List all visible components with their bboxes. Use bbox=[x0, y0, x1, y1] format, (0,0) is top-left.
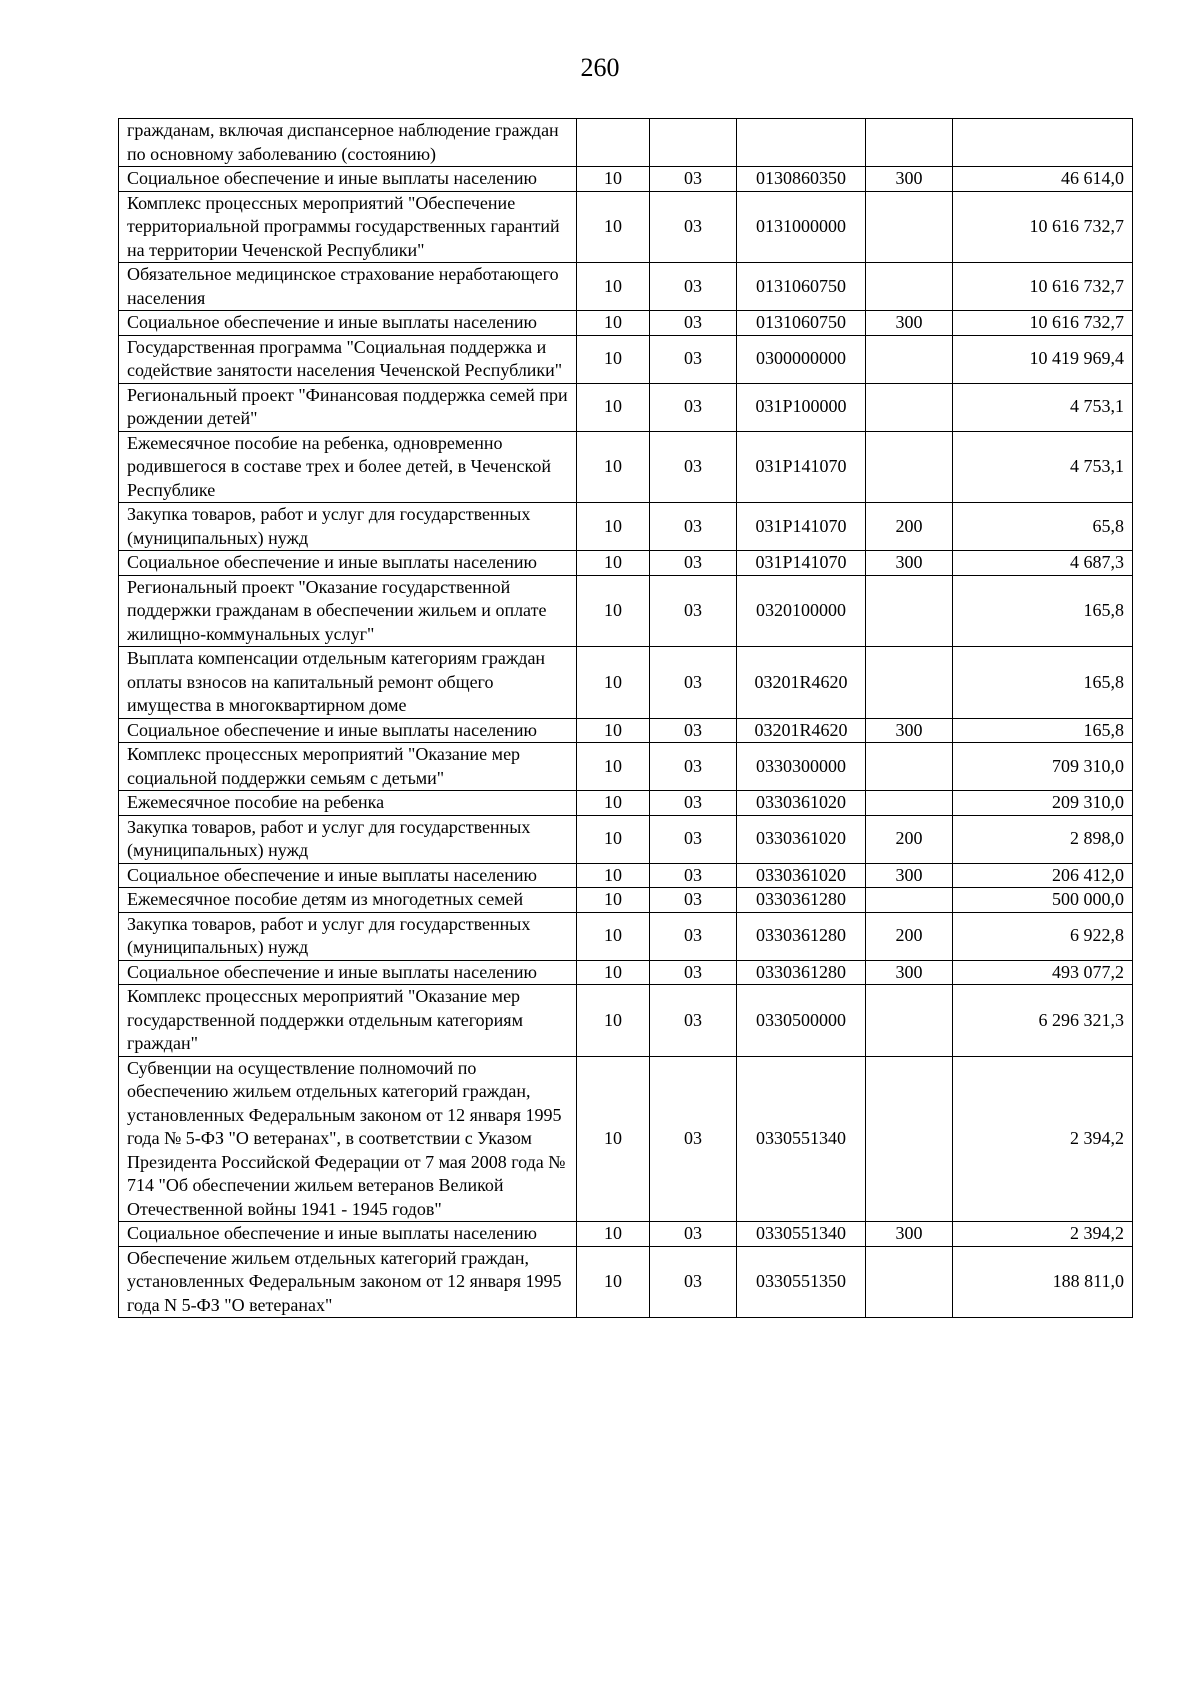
table-body bbox=[119, 119, 1133, 1318]
cell-target-article: 0131060750 bbox=[737, 311, 866, 336]
cell-target-article: 031P141070 bbox=[737, 503, 866, 551]
cell-sum: 165,8 bbox=[953, 718, 1133, 743]
cell-expense-type: 300 bbox=[866, 718, 953, 743]
cell-sum: 65,8 bbox=[953, 503, 1133, 551]
cell-expense-type bbox=[866, 743, 953, 791]
cell-target-article: 031P141070 bbox=[737, 551, 866, 576]
cell-expense-type: 200 bbox=[866, 912, 953, 960]
cell-sum: 188 811,0 bbox=[953, 1246, 1133, 1318]
cell-subsection: 03 bbox=[650, 1222, 737, 1247]
cell-expense-type: 300 bbox=[866, 311, 953, 336]
cell-sum: 2 898,0 bbox=[953, 815, 1133, 863]
cell-section: 10 bbox=[577, 1056, 650, 1222]
cell-name: Закупка товаров, работ и услуг для государственных (муниципальных) нужд bbox=[119, 912, 577, 960]
cell-name: Обязательное медицинское страхование неработающего населения bbox=[119, 263, 577, 311]
cell-expense-type bbox=[866, 575, 953, 647]
cell-subsection: 03 bbox=[650, 791, 737, 816]
cell-sum: 709 310,0 bbox=[953, 743, 1133, 791]
cell-expense-type bbox=[866, 1246, 953, 1318]
table-row bbox=[119, 791, 1133, 816]
cell-target-article: 0330361020 bbox=[737, 815, 866, 863]
cell-section: 10 bbox=[577, 1222, 650, 1247]
cell-target-article: 0330361020 bbox=[737, 863, 866, 888]
table-row bbox=[119, 167, 1133, 192]
table-row bbox=[119, 815, 1133, 863]
cell-expense-type bbox=[866, 191, 953, 263]
cell-section: 10 bbox=[577, 815, 650, 863]
cell-sum: 10 419 969,4 bbox=[953, 335, 1133, 383]
cell-target-article: 031P100000 bbox=[737, 383, 866, 431]
cell-expense-type bbox=[866, 263, 953, 311]
cell-subsection: 03 bbox=[650, 647, 737, 719]
cell-target-article: 0131000000 bbox=[737, 191, 866, 263]
table-row bbox=[119, 960, 1133, 985]
table-row bbox=[119, 1246, 1133, 1318]
cell-section: 10 bbox=[577, 863, 650, 888]
cell-target-article bbox=[737, 119, 866, 167]
cell-target-article: 0330551340 bbox=[737, 1222, 866, 1247]
cell-subsection: 03 bbox=[650, 815, 737, 863]
table-row bbox=[119, 383, 1133, 431]
cell-name: Комплекс процессных мероприятий "Оказание мер государственной поддержки отдельным категориям граждан" bbox=[119, 985, 577, 1057]
table-row bbox=[119, 912, 1133, 960]
cell-expense-type bbox=[866, 985, 953, 1057]
cell-subsection: 03 bbox=[650, 960, 737, 985]
cell-target-article: 0330361280 bbox=[737, 960, 866, 985]
cell-sum: 209 310,0 bbox=[953, 791, 1133, 816]
cell-name: гражданам, включая диспансерное наблюдение граждан по основному заболеванию (состоянию) bbox=[119, 119, 577, 167]
cell-sum: 2 394,2 bbox=[953, 1056, 1133, 1222]
cell-sum: 10 616 732,7 bbox=[953, 311, 1133, 336]
cell-expense-type: 300 bbox=[866, 1222, 953, 1247]
cell-expense-type bbox=[866, 791, 953, 816]
cell-name: Обеспечение жильем отдельных категорий граждан, установленных Федеральным законом от 12 января 1995 года N 5-ФЗ "О ветеранах" bbox=[119, 1246, 577, 1318]
cell-target-article: 0330361280 bbox=[737, 888, 866, 913]
cell-target-article: 031P141070 bbox=[737, 431, 866, 503]
cell-section: 10 bbox=[577, 743, 650, 791]
cell-expense-type bbox=[866, 647, 953, 719]
cell-sum: 500 000,0 bbox=[953, 888, 1133, 913]
cell-sum: 206 412,0 bbox=[953, 863, 1133, 888]
cell-target-article: 0330300000 bbox=[737, 743, 866, 791]
cell-expense-type: 200 bbox=[866, 815, 953, 863]
cell-name: Региональный проект "Финансовая поддержка семей при рождении детей" bbox=[119, 383, 577, 431]
cell-subsection: 03 bbox=[650, 718, 737, 743]
cell-name: Закупка товаров, работ и услуг для государственных (муниципальных) нужд bbox=[119, 815, 577, 863]
cell-target-article: 03201R4620 bbox=[737, 647, 866, 719]
cell-sum: 165,8 bbox=[953, 647, 1133, 719]
cell-section: 10 bbox=[577, 912, 650, 960]
cell-subsection: 03 bbox=[650, 263, 737, 311]
cell-section bbox=[577, 119, 650, 167]
cell-expense-type bbox=[866, 383, 953, 431]
cell-expense-type bbox=[866, 888, 953, 913]
cell-subsection: 03 bbox=[650, 1056, 737, 1222]
table-row bbox=[119, 431, 1133, 503]
cell-name: Комплекс процессных мероприятий "Оказание мер социальной поддержки семьям с детьми" bbox=[119, 743, 577, 791]
cell-section: 10 bbox=[577, 1246, 650, 1318]
cell-subsection: 03 bbox=[650, 743, 737, 791]
cell-subsection: 03 bbox=[650, 503, 737, 551]
cell-section: 10 bbox=[577, 503, 650, 551]
cell-target-article: 0131060750 bbox=[737, 263, 866, 311]
cell-name: Социальное обеспечение и иные выплаты населению bbox=[119, 960, 577, 985]
cell-expense-type: 300 bbox=[866, 167, 953, 192]
cell-expense-type: 300 bbox=[866, 551, 953, 576]
cell-subsection: 03 bbox=[650, 985, 737, 1057]
cell-target-article: 03201R4620 bbox=[737, 718, 866, 743]
cell-name: Региональный проект "Оказание государственной поддержки гражданам в обеспечении жильем и оплате жилищно-коммунальных услуг" bbox=[119, 575, 577, 647]
cell-name: Государственная программа "Социальная поддержка и содействие занятости населения Чеченской Республики" bbox=[119, 335, 577, 383]
cell-target-article: 0330500000 bbox=[737, 985, 866, 1057]
cell-section: 10 bbox=[577, 263, 650, 311]
cell-subsection: 03 bbox=[650, 863, 737, 888]
cell-target-article: 0320100000 bbox=[737, 575, 866, 647]
cell-section: 10 bbox=[577, 167, 650, 192]
cell-subsection: 03 bbox=[650, 167, 737, 192]
cell-subsection: 03 bbox=[650, 191, 737, 263]
cell-sum: 4 687,3 bbox=[953, 551, 1133, 576]
cell-name: Социальное обеспечение и иные выплаты населению bbox=[119, 167, 577, 192]
table-row bbox=[119, 119, 1133, 167]
cell-name: Социальное обеспечение и иные выплаты населению bbox=[119, 1222, 577, 1247]
cell-name: Ежемесячное пособие на ребенка bbox=[119, 791, 577, 816]
cell-expense-type bbox=[866, 431, 953, 503]
cell-sum: 2 394,2 bbox=[953, 1222, 1133, 1247]
table-row bbox=[119, 575, 1133, 647]
table-row bbox=[119, 335, 1133, 383]
cell-section: 10 bbox=[577, 575, 650, 647]
cell-section: 10 bbox=[577, 791, 650, 816]
budget-table bbox=[118, 118, 1133, 1318]
cell-section: 10 bbox=[577, 311, 650, 336]
cell-target-article: 0330551340 bbox=[737, 1056, 866, 1222]
cell-expense-type: 300 bbox=[866, 960, 953, 985]
cell-sum: 6 296 321,3 bbox=[953, 985, 1133, 1057]
cell-section: 10 bbox=[577, 335, 650, 383]
cell-subsection: 03 bbox=[650, 575, 737, 647]
cell-subsection: 03 bbox=[650, 551, 737, 576]
cell-sum: 10 616 732,7 bbox=[953, 191, 1133, 263]
cell-section: 10 bbox=[577, 551, 650, 576]
cell-sum: 10 616 732,7 bbox=[953, 263, 1133, 311]
cell-subsection: 03 bbox=[650, 311, 737, 336]
table-row bbox=[119, 718, 1133, 743]
cell-name: Социальное обеспечение и иные выплаты населению bbox=[119, 551, 577, 576]
table-row bbox=[119, 551, 1133, 576]
table-row bbox=[119, 863, 1133, 888]
cell-expense-type bbox=[866, 335, 953, 383]
cell-section: 10 bbox=[577, 431, 650, 503]
cell-section: 10 bbox=[577, 383, 650, 431]
cell-sum: 4 753,1 bbox=[953, 431, 1133, 503]
cell-sum: 4 753,1 bbox=[953, 383, 1133, 431]
cell-expense-type bbox=[866, 1056, 953, 1222]
table-row bbox=[119, 263, 1133, 311]
cell-section: 10 bbox=[577, 985, 650, 1057]
cell-target-article: 0300000000 bbox=[737, 335, 866, 383]
cell-name: Ежемесячное пособие детям из многодетных семей bbox=[119, 888, 577, 913]
cell-subsection: 03 bbox=[650, 335, 737, 383]
table-row bbox=[119, 311, 1133, 336]
cell-expense-type bbox=[866, 119, 953, 167]
table-row bbox=[119, 191, 1133, 263]
table-row bbox=[119, 1056, 1133, 1222]
cell-sum: 165,8 bbox=[953, 575, 1133, 647]
cell-subsection: 03 bbox=[650, 431, 737, 503]
cell-name: Комплекс процессных мероприятий "Обеспечение территориальной программы государственных гарантий на территории Чеченской Республики" bbox=[119, 191, 577, 263]
cell-subsection: 03 bbox=[650, 1246, 737, 1318]
cell-target-article: 0330361280 bbox=[737, 912, 866, 960]
table-row bbox=[119, 888, 1133, 913]
cell-sum: 6 922,8 bbox=[953, 912, 1133, 960]
table-row bbox=[119, 647, 1133, 719]
table-row bbox=[119, 985, 1133, 1057]
cell-section: 10 bbox=[577, 647, 650, 719]
cell-name: Выплата компенсации отдельным категориям граждан оплаты взносов на капитальный ремонт общего имущества в многоквартирном доме bbox=[119, 647, 577, 719]
cell-name: Закупка товаров, работ и услуг для государственных (муниципальных) нужд bbox=[119, 503, 577, 551]
cell-target-article: 0330361020 bbox=[737, 791, 866, 816]
cell-section: 10 bbox=[577, 888, 650, 913]
cell-sum: 493 077,2 bbox=[953, 960, 1133, 985]
cell-subsection bbox=[650, 119, 737, 167]
cell-name: Субвенции на осуществление полномочий по обеспечению жильем отдельных категорий граждан, установленных Федеральным законом от 12 января 1995 года № 5-ФЗ "О ветеранах", в соответствии с Указом Президента Российской Федерации от 7 мая 2008 года № 714 "Об обеспечении жильем ветеранов Великой Отечественной войны 1941 - 1945 годов" bbox=[119, 1056, 577, 1222]
cell-section: 10 bbox=[577, 960, 650, 985]
cell-name: Социальное обеспечение и иные выплаты населению bbox=[119, 311, 577, 336]
table-row bbox=[119, 503, 1133, 551]
cell-target-article: 0330551350 bbox=[737, 1246, 866, 1318]
cell-expense-type: 300 bbox=[866, 863, 953, 888]
table-row bbox=[119, 743, 1133, 791]
cell-target-article: 0130860350 bbox=[737, 167, 866, 192]
cell-name: Социальное обеспечение и иные выплаты населению bbox=[119, 863, 577, 888]
cell-section: 10 bbox=[577, 191, 650, 263]
cell-name: Ежемесячное пособие на ребенка, одновременно родившегося в составе трех и более детей, в Чеченской Республике bbox=[119, 431, 577, 503]
cell-sum: 46 614,0 bbox=[953, 167, 1133, 192]
page-number: 260 bbox=[580, 53, 620, 82]
cell-sum bbox=[953, 119, 1133, 167]
cell-subsection: 03 bbox=[650, 912, 737, 960]
table-row bbox=[119, 1222, 1133, 1247]
cell-expense-type: 200 bbox=[866, 503, 953, 551]
cell-subsection: 03 bbox=[650, 888, 737, 913]
cell-section: 10 bbox=[577, 718, 650, 743]
cell-name: Социальное обеспечение и иные выплаты населению bbox=[119, 718, 577, 743]
cell-subsection: 03 bbox=[650, 383, 737, 431]
